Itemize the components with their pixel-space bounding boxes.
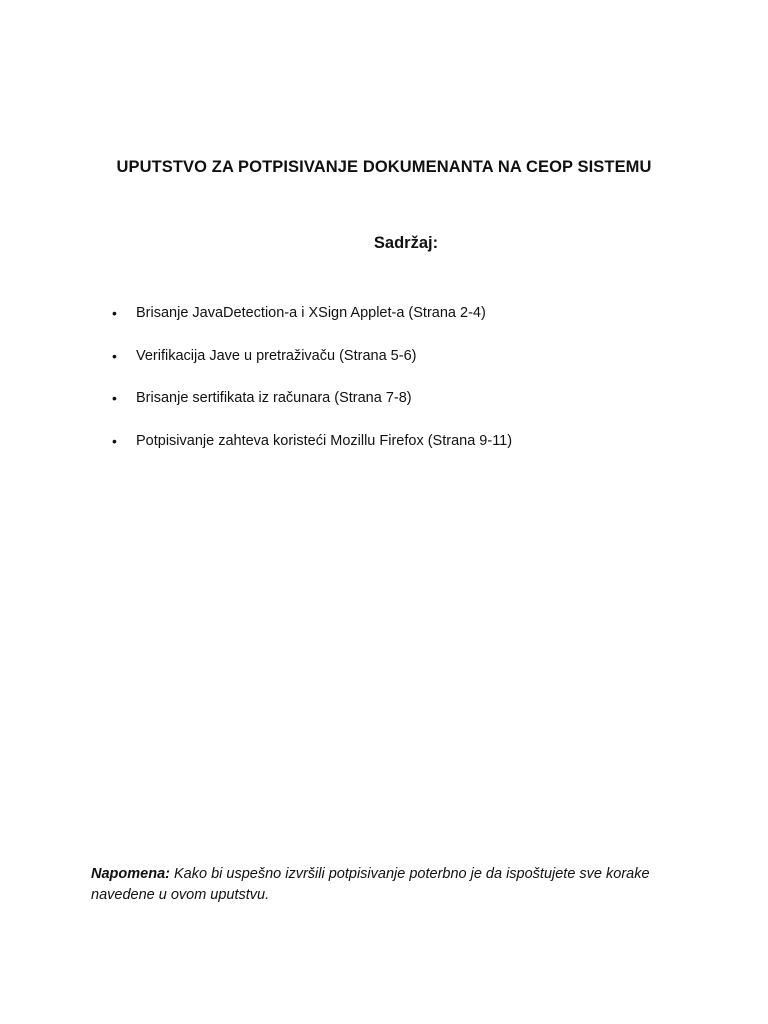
toc-item-label: Brisanje JavaDetection-a i XSign Applet-a (Strana 2-4) [136, 305, 486, 321]
note-label: Napomena: [91, 866, 170, 882]
toc-list [108, 303, 512, 473]
toc-heading: Sadržaj: [373, 234, 439, 252]
toc-item-label: Brisanje sertifikata iz računara (Strana 7-8) [136, 390, 412, 406]
note-paragraph [91, 864, 691, 906]
bullet-icon: • [112, 432, 117, 449]
toc-item [108, 303, 512, 346]
bullet-icon: • [112, 305, 117, 321]
toc-item [108, 346, 512, 389]
document-title: UPUTSTVO ZA POTPISIVANJE DOKUMENANTA NA CEOP SISTEMU [116, 158, 652, 176]
bullet-icon: • [112, 390, 117, 406]
toc-item-label: Potpisivanje zahteva koristeći Mozillu Firefox (Strana 9-11) [136, 432, 513, 449]
toc-item [108, 431, 512, 474]
toc-item-label: Verifikacija Jave u pretraživaču (Strana 5-6) [136, 347, 417, 364]
note-text: Kako bi uspešno izvršili potpisivanje poterbno je da ispoštujete sve korake navedene u ovom uputstvu. [91, 866, 650, 903]
bullet-icon: • [112, 347, 117, 364]
toc-item [108, 388, 512, 431]
